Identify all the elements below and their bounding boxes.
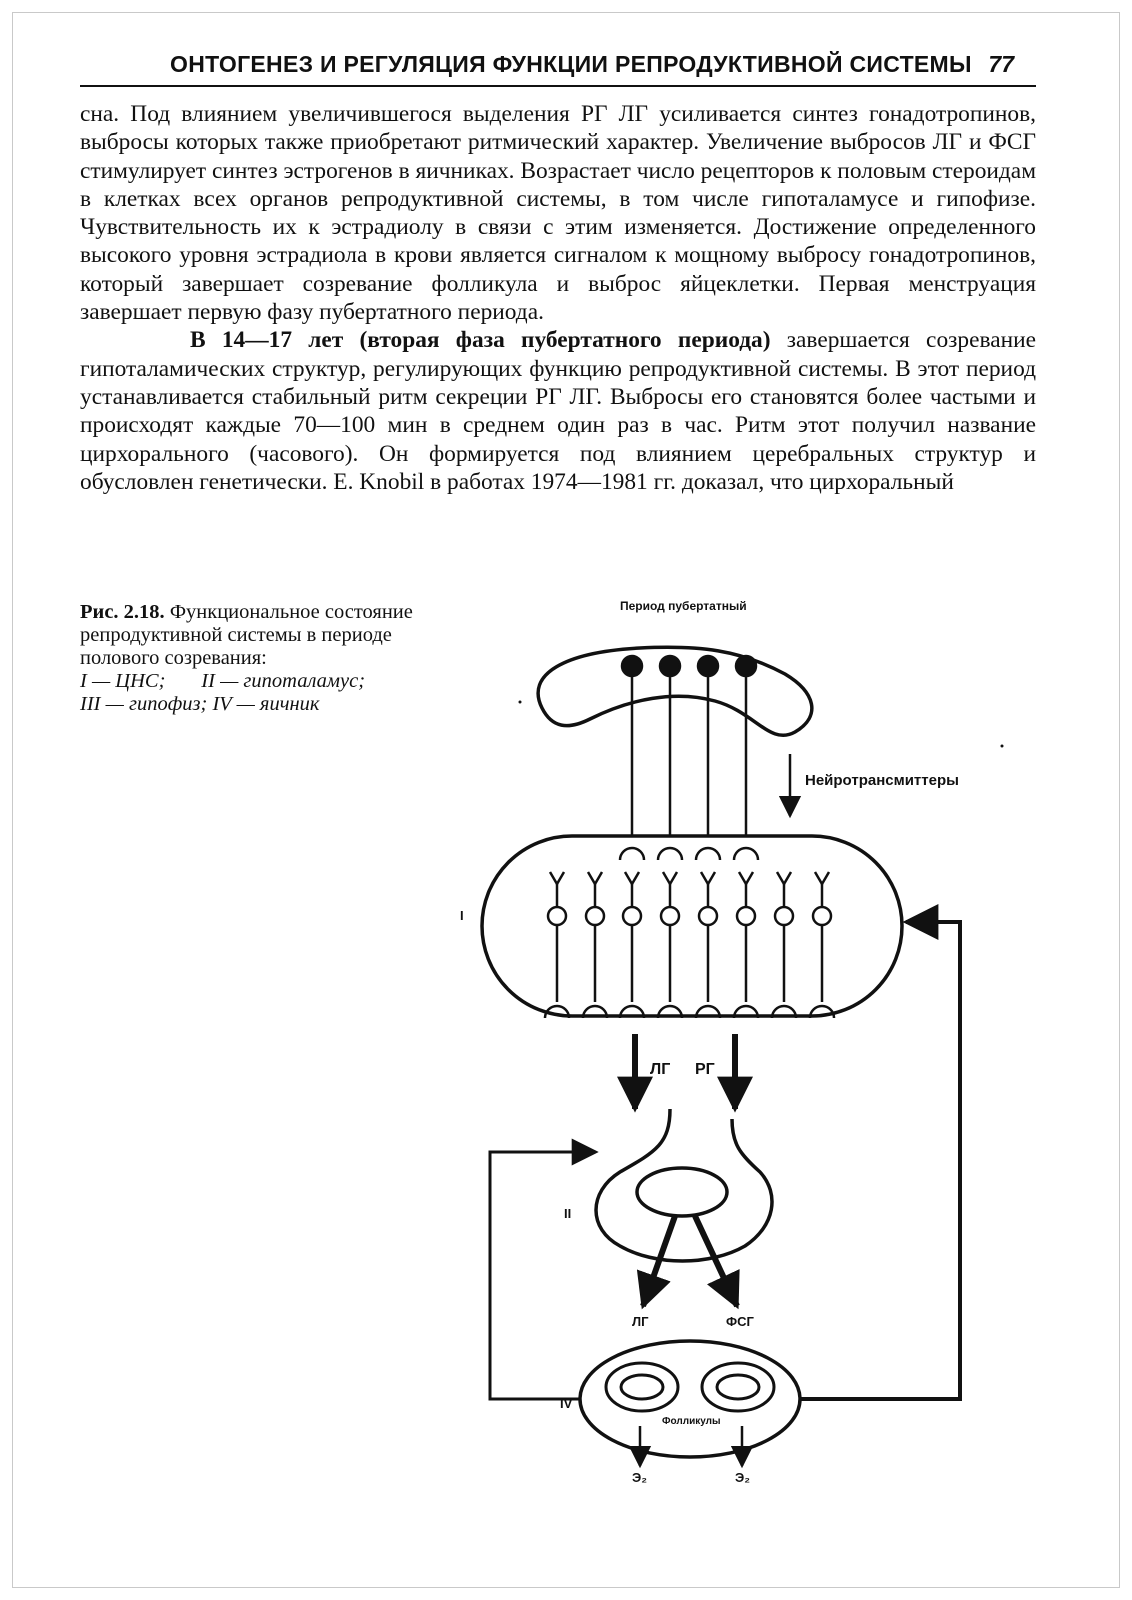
label-IV: IV	[560, 1396, 573, 1411]
caption-item-1: I — ЦНС;	[80, 670, 166, 692]
receptor-neuron-5	[696, 872, 720, 1018]
neuron-4	[736, 656, 756, 676]
paragraph-1: сна. Под влиянием увеличившегося выделения РГ ЛГ усиливается синтез гонадотропинов, выбросы которых также приобретают ритмический характер. Увеличение выбросов ЛГ и ФСГ стимулирует синтез эстрогенов в яичниках. Возрастает число рецепторов к половым стероидам в клетках всех органов репродуктивной системы, в том числе гипоталамусе и гипофизе. Чувствительность их к эстрадиолу в связи с этим изменяется. Достижение определенного высокого уровня эстрадиола в крови является сигналом к мощному выбросу гонадотропинов, который завершает созревание фолликула и выброс яйцеклетки. Первая менструация завершает первую фазу пубертатного периода.	[80, 101, 1036, 326]
feedback-loop-pituitary	[490, 1152, 596, 1399]
caption-text: Функциональное состояние репродуктивной системы в периоде полового созревания:	[80, 601, 413, 669]
page-number: 77	[988, 51, 1014, 77]
estradiol-label-2: Э₂	[735, 1470, 751, 1485]
follicles	[606, 1363, 774, 1411]
header-title: ОНТОГЕНЕЗ И РЕГУЛЯЦИЯ ФУНКЦИИ РЕПРОДУКТИВНОЙ СИСТЕМЫ	[170, 51, 972, 77]
pituitary-inner	[637, 1168, 727, 1216]
lg-output-label: ЛГ	[632, 1314, 649, 1329]
running-header	[80, 47, 1036, 87]
neuron-2	[660, 656, 680, 676]
paragraph-2-lead: В 14—17 лет (вторая фаза пубертатного периода)	[190, 327, 771, 354]
feedback-loop-hypothalamus	[800, 922, 960, 1399]
receptor-neuron-6	[734, 872, 758, 1018]
fsg-output-label: ФСГ	[726, 1314, 754, 1329]
hypothalamus-shape	[482, 836, 902, 1016]
ovary-shape	[580, 1341, 800, 1457]
paragraph-2-rest: завершается созревание гипоталамических структур, регулирующих функцию репродуктивной системы. В этот период устанавливается стабильный ритм секреции РГ ЛГ. Выбросы его становятся более частыми и происходят каждые 70—100 мин в среднем один раз в час. Ритм этот получил название цирхорального (часового). Он формируется под влиянием церебральных структур и обусловлен генетически. E. Knobil в работах 1974—1981 гг. доказал, что цирхоральный	[80, 327, 1036, 495]
figure-title: Период пубертатный	[620, 599, 747, 613]
diagram-svg	[470, 604, 1030, 1504]
receptor-neuron-7	[772, 872, 796, 1018]
paragraph-2	[80, 326, 1036, 496]
follicles-label: Фолликулы	[662, 1416, 721, 1427]
neurotransmitters-label: Нейротрансмиттеры	[805, 772, 959, 789]
receptor-neuron-8	[810, 872, 834, 1018]
label-II: II	[564, 1206, 572, 1221]
receptor-neuron-3	[620, 872, 644, 1018]
scan-speck	[519, 701, 522, 704]
estradiol-label-1: Э₂	[632, 1470, 648, 1485]
cns-neurons	[622, 656, 756, 836]
hypothalamus-top-synapses	[620, 848, 758, 860]
body-text	[80, 100, 1036, 496]
neuron-3	[698, 656, 718, 676]
figure-caption	[80, 601, 460, 716]
caption-item-4: IV — яичник	[212, 693, 320, 715]
caption-item-2: II — гипоталамус;	[201, 670, 366, 692]
neuron-1	[622, 656, 642, 676]
scan-speck	[1001, 745, 1004, 748]
pituitary-shape	[596, 1109, 772, 1261]
receptor-neuron-2	[583, 872, 607, 1018]
hypothalamus-neurons	[545, 872, 834, 1018]
caption-number: Рис. 2.18.	[80, 601, 165, 623]
rg-label: РГ	[695, 1061, 715, 1078]
label-I: I	[460, 908, 464, 923]
receptor-neuron-4	[658, 872, 682, 1018]
caption-item-3: III — гипофиз;	[80, 693, 208, 715]
figure-reproductive-system-diagram	[460, 599, 1030, 1504]
lg-label: ЛГ	[650, 1061, 671, 1078]
receptor-neuron-1	[545, 872, 569, 1018]
